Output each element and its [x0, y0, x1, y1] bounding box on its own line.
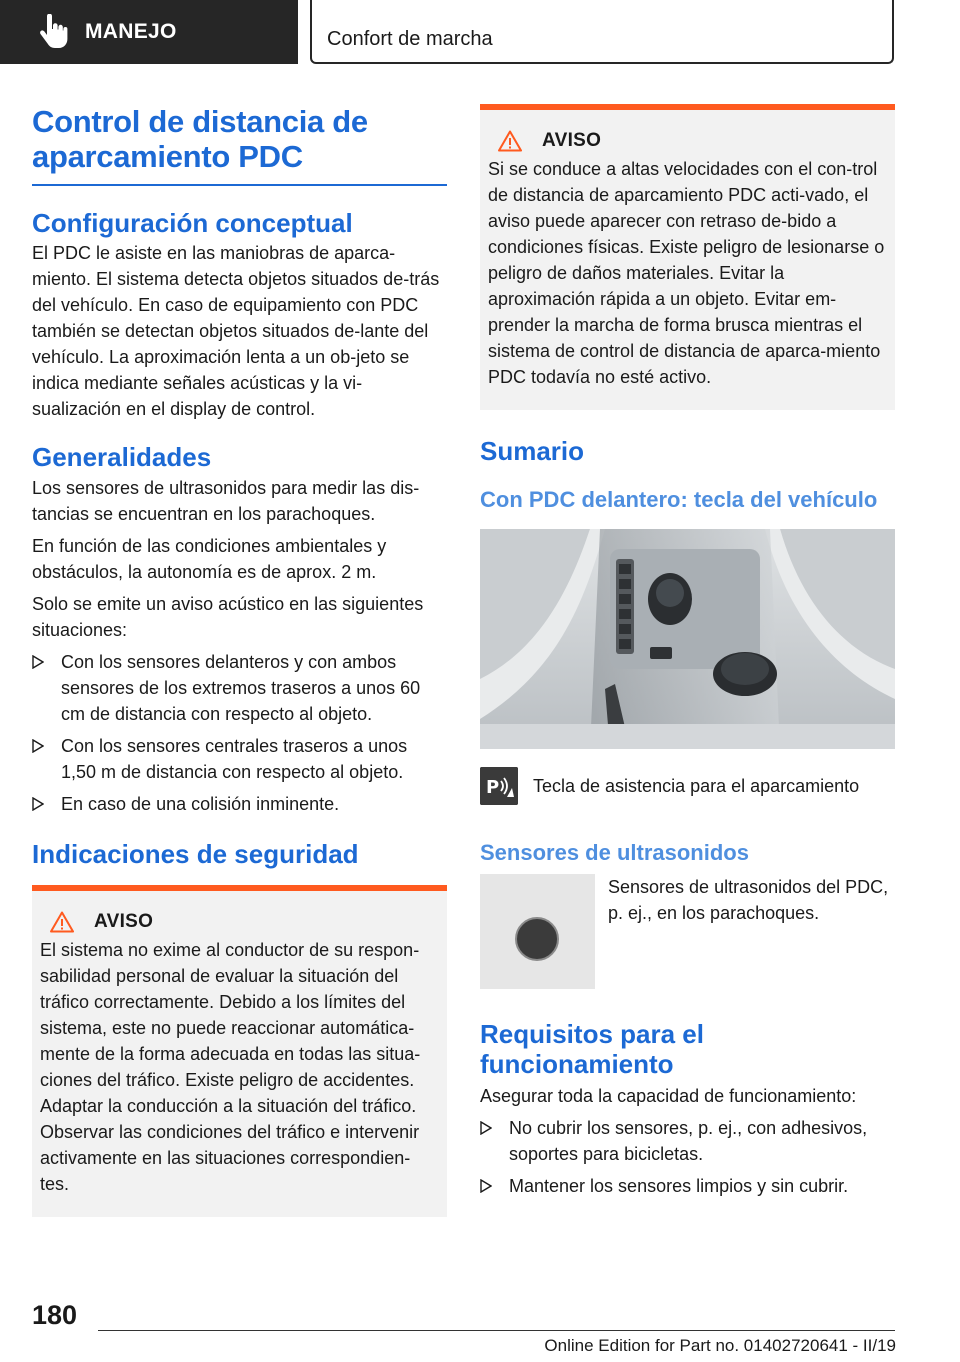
list-item: [480, 1173, 895, 1199]
warning-label: AVISO: [542, 130, 602, 151]
list-item-text: No cubrir los sensores, p. ej., con adhesivos, soportes para bicicletas.: [509, 1118, 868, 1164]
sensor-row: [480, 874, 895, 989]
general-heading: Generalidades: [32, 442, 212, 472]
summary-heading: Sumario: [480, 436, 585, 466]
console-illustration: [480, 529, 895, 749]
concept-text: El PDC le asiste en las maniobras de aparca-miento. El sistema detecta objetos situados de-trás del vehículo. En caso de equipamiento con PDC también se detectan objetos situados de-lante del vehículo. La aproximación lenta a un ob-jeto se indica mediante señales acústicas y la vi-sualización en el display de control.: [32, 243, 440, 419]
warning-label: AVISO: [94, 911, 154, 932]
left-column: [32, 104, 447, 1217]
warning-box-safety: [32, 885, 447, 1217]
general-text-2: En función de las condiciones ambientales y obstáculos, la autonomía es de aprox. 2 m.: [32, 536, 387, 582]
triangle-bullet-icon: [32, 739, 44, 753]
requirements-text: Asegurar toda la capacidad de funcionamiento:: [480, 1086, 857, 1106]
key-caption: Tecla de asistencia para el aparcamiento: [533, 776, 860, 796]
sensors-heading: Sensores de ultrasonidos: [480, 840, 749, 865]
header-section-tab: [0, 0, 298, 64]
warning-text: El sistema no exime al conductor de su respon-sabilidad personal de evaluar la situación del tráfico correctamente. Debido a los límites del sistema, este no puede reaccionar automática-mente de la forma adecuada en todas las situa-ciones del tráfico. Existe peligro de accidentes. Adaptar la conducción a la situación del tráfico. Observar las condiciones del tráfico e intervenir activamente en las situaciones correspondien-tes.: [40, 940, 421, 1194]
sensor-disc: [515, 917, 559, 961]
triangle-bullet-icon: [32, 655, 44, 669]
list-item: [32, 733, 447, 785]
warning-triangle-icon: [498, 130, 522, 152]
list-item: [480, 1115, 895, 1167]
warning-box-speed: [480, 104, 895, 410]
list-item-text: Con los sensores centrales traseros a unos 1,50 m de distancia con respecto al objeto.: [61, 736, 408, 782]
section-label: MANEJO: [85, 20, 177, 43]
sensors-text: Sensores de ultrasonidos del PDC, p. ej., en los parachoques.: [608, 877, 889, 923]
warning-text: Si se conduce a altas velocidades con el con-trol de distancia de aparcamiento PDC acti-vado, el aviso puede aparecer con retraso de-bido a condiciones físicas. Existe peligro de lesionarse o peligro de daños materiales. Evitar la aproximación rápida a un objeto. Evitar em-prender la marcha de forma brusca mientras el sistema de control de distancia de aparca-miento PDC todavía no esté activo.: [488, 159, 885, 387]
list-item-text: Con los sensores delanteros y con ambos sensores de los extremos traseros a unos 60 cm de distancia con respecto al objeto.: [61, 652, 421, 724]
right-column: [480, 104, 895, 1199]
page-title: Control de distancia de aparcamiento PDC: [32, 104, 368, 174]
parking-assist-key-icon: [480, 767, 518, 805]
triangle-bullet-icon: [480, 1179, 492, 1193]
list-item-text: Mantener los sensores limpios y sin cubrir.: [509, 1176, 849, 1196]
list-item: [32, 649, 447, 727]
requirements-list: [480, 1115, 895, 1199]
footer-edition: Online Edition for Part no. 01402720641 - II/19: [544, 1336, 896, 1355]
general-text-1: Los sensores de ultrasonidos para medir las dis-tancias se encuentran en los parachoques.: [32, 478, 420, 524]
general-text-3: Solo se emite un aviso acústico en las siguientes situaciones:: [32, 594, 424, 640]
triangle-bullet-icon: [480, 1121, 492, 1135]
requirements-heading: Requisitos para el funcionamiento: [480, 1019, 704, 1079]
chapter-title: Confort de marcha: [327, 28, 493, 50]
hand-pointer-icon: [38, 14, 68, 50]
center-console-photo: [480, 529, 895, 749]
front-pdc-heading: Con PDC delantero: tecla del vehículo: [480, 487, 878, 512]
list-item-text: En caso de una colisión inminente.: [61, 794, 340, 814]
footer-divider: [98, 1330, 895, 1331]
warning-triangle-icon: [50, 911, 74, 933]
ultrasonic-sensor-image: [480, 874, 595, 989]
page-number: 180: [32, 1300, 78, 1330]
header-chapter-box: [310, 0, 894, 64]
concept-heading: Configuración conceptual: [32, 208, 353, 238]
list-item: [32, 791, 447, 817]
warning-header: [498, 128, 887, 154]
triangle-bullet-icon: [32, 797, 44, 811]
svg-text:P: P: [486, 777, 500, 798]
warning-header: [50, 909, 439, 935]
parking-key-legend: [480, 767, 895, 805]
safety-heading: Indicaciones de seguridad: [32, 839, 359, 869]
title-divider: [32, 184, 447, 186]
situation-list: [32, 649, 447, 817]
